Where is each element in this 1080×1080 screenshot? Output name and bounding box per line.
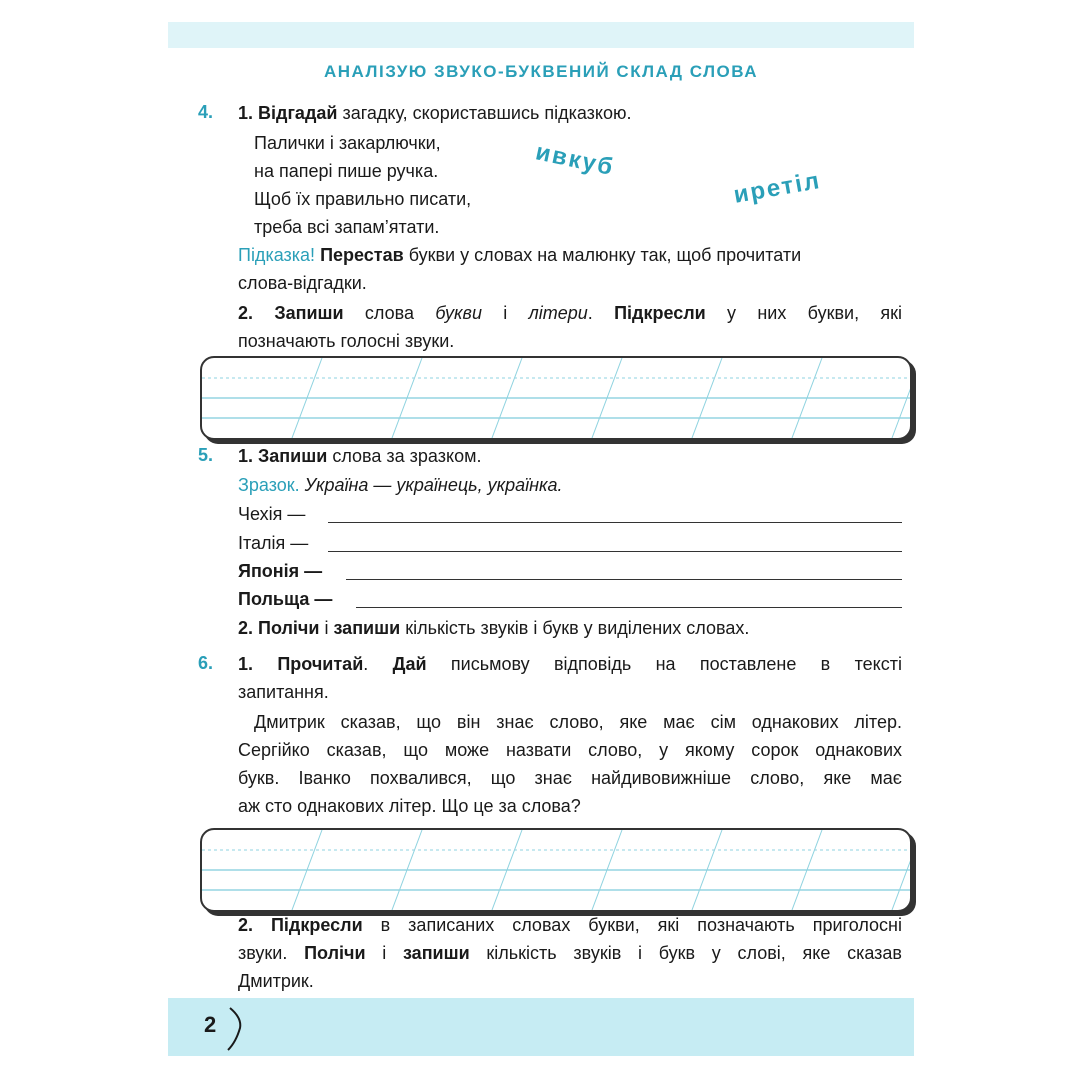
riddle-line: на папері пише ручка. (254, 161, 439, 181)
task-4-instruction-2: 2. Запиши слова букви і літери. Підкресли у них букви, які (238, 303, 902, 323)
bottom-band (168, 998, 914, 1056)
hint-line-1: Підказка! Перестав букви у словах на малюнку так, щоб прочитати (238, 245, 802, 265)
task-6-instruction-1-cont: запитання. (238, 682, 329, 702)
task-5-instruction-2: 2. Полічи і запиши кількість звуків і букв у виділених словах. (238, 618, 750, 638)
task-6-instruction-2: 2. Підкресли в записаних словах букви, які позначають приголосні (238, 915, 902, 935)
answer-line-czechia[interactable] (328, 522, 902, 523)
task-5-instruction-1: 1. Запиши слова за зразком. (238, 446, 482, 466)
story-line: букв. Іванко похвалився, що знає найдивовижніше слово, яке має (238, 768, 902, 788)
task-4-instruction-2-cont: позначають голосні звуки. (238, 331, 455, 351)
page-number-divider (224, 1004, 248, 1052)
riddle-line: треба всі запам’ятати. (254, 217, 440, 237)
answer-line-japan[interactable] (346, 579, 902, 580)
story-line: аж сто однакових літер. Що це за слова? (238, 796, 581, 816)
story-line: Дмитрик сказав, що він знає слово, яке має сім однакових літер. (254, 712, 902, 732)
task-4-instruction-1: 1. Відгадай загадку, скориставшись підказкою. (238, 103, 632, 123)
country-label-czechia: Чехія — (238, 504, 306, 524)
top-band (168, 22, 914, 48)
task-6-instruction-2-cont: звуки. Полічи і запиши кількість звуків і букв у слові, яке сказав (238, 943, 902, 963)
hint-line-2: слова-відгадки. (238, 273, 367, 293)
task-4-number: 4. (198, 102, 214, 122)
task-6-instruction-2-end: Дмитрик. (238, 971, 314, 991)
workbook-page (168, 22, 914, 1056)
country-label-poland: Польща — (238, 589, 333, 609)
page-number: 2 (204, 1012, 217, 1037)
scrambled-word-2: иретіл (731, 166, 824, 209)
sample-line: Зразок. Україна — українець, українка. (238, 475, 563, 495)
country-label-japan: Японія — (238, 561, 323, 581)
answer-line-poland[interactable] (356, 607, 902, 608)
task-6-number: 6. (198, 653, 214, 673)
writing-guidelines (202, 358, 910, 438)
riddle-line: Щоб їх правильно писати, (254, 189, 472, 209)
riddle-line: Палички і закарлючки, (254, 133, 441, 153)
task-5-number: 5. (198, 445, 214, 465)
page-title: АНАЛІЗУЮ ЗВУКО-БУКВЕНИЙ СКЛАД СЛОВА (324, 62, 758, 81)
story-line: Сергійко сказав, що може назвати слово, у якому сорок однакових (238, 740, 902, 760)
writing-box-1[interactable] (200, 356, 912, 440)
scrambled-word-1: ивкуб (533, 138, 617, 182)
writing-guidelines (202, 830, 910, 910)
writing-box-2[interactable] (200, 828, 912, 912)
country-label-italy: Італія — (238, 533, 309, 553)
answer-line-italy[interactable] (328, 551, 902, 552)
task-6-instruction-1: 1. Прочитай. Дай письмову відповідь на поставлене в тексті (238, 654, 902, 674)
